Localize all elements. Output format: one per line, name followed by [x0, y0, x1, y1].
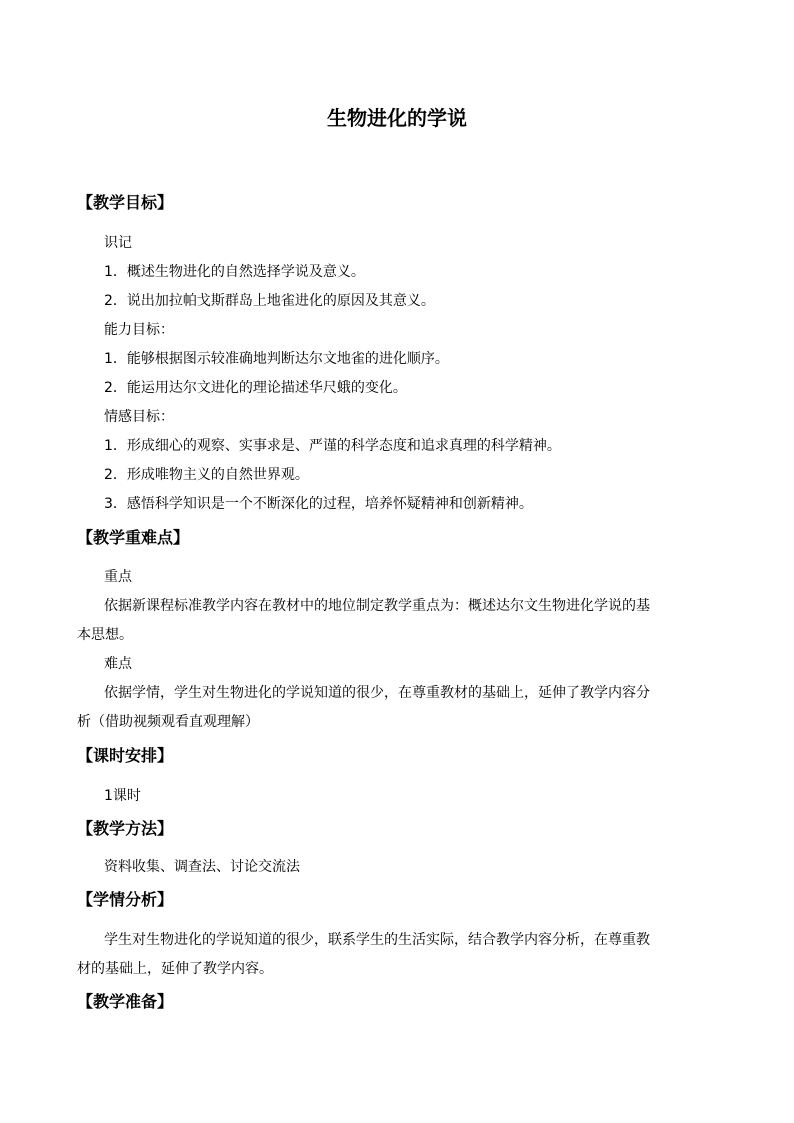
analysis-text-continued: 材的基础上，延伸了教学内容。 — [77, 961, 273, 977]
key-label: 重点 — [104, 569, 132, 585]
section-heading-schedule: 【课时安排】 — [77, 746, 174, 765]
ability-item: 1．能够根据图示较准确地判断达尔文地雀的进化顺序。 — [104, 351, 449, 367]
section-heading-key-points: 【教学重难点】 — [77, 528, 190, 547]
schedule-text: 1课时 — [104, 788, 141, 804]
section-heading-methods: 【教学方法】 — [77, 819, 174, 838]
emotion-label: 情感目标： — [104, 409, 174, 425]
methods-text: 资料收集、调查法、讨论交流法 — [104, 859, 300, 875]
key-text: 依据新课程标准教学内容在教材中的地位制定教学重点为：概述达尔文生物进化学说的基 — [104, 598, 650, 614]
document-title: 生物进化的学说 — [327, 106, 467, 130]
ability-label: 能力目标： — [104, 322, 174, 338]
section-heading-analysis: 【学情分析】 — [77, 890, 174, 909]
recall-item: 2．说出加拉帕戈斯群岛上地雀进化的原因及其意义。 — [104, 293, 435, 309]
recall-item: 1．概述生物进化的自然选择学说及意义。 — [104, 264, 365, 280]
difficulty-text-continued: 析（借助视频观看直观理解） — [77, 714, 259, 730]
difficulty-label: 难点 — [104, 656, 132, 672]
emotion-item: 1．形成细心的观察、实事求是、严谨的科学态度和追求真理的科学精神。 — [104, 438, 561, 454]
section-heading-preparation: 【教学准备】 — [77, 992, 174, 1011]
emotion-item: 2．形成唯物主义的自然世界观。 — [104, 467, 309, 483]
key-text-continued: 本思想。 — [77, 627, 133, 643]
section-heading-objectives: 【教学目标】 — [77, 193, 174, 212]
ability-item: 2．能运用达尔文进化的理论描述华尺蛾的变化。 — [104, 380, 407, 396]
recall-label: 识记 — [104, 235, 132, 251]
emotion-item: 3．感悟科学知识是一个不断深化的过程，培养怀疑精神和创新精神。 — [104, 496, 533, 512]
analysis-text: 学生对生物进化的学说知道的很少，联系学生的生活实际，结合教学内容分析，在尊重教 — [104, 932, 650, 948]
difficulty-text: 依据学情，学生对生物进化的学说知道的很少，在尊重教材的基础上，延伸了教学内容分 — [104, 685, 650, 701]
